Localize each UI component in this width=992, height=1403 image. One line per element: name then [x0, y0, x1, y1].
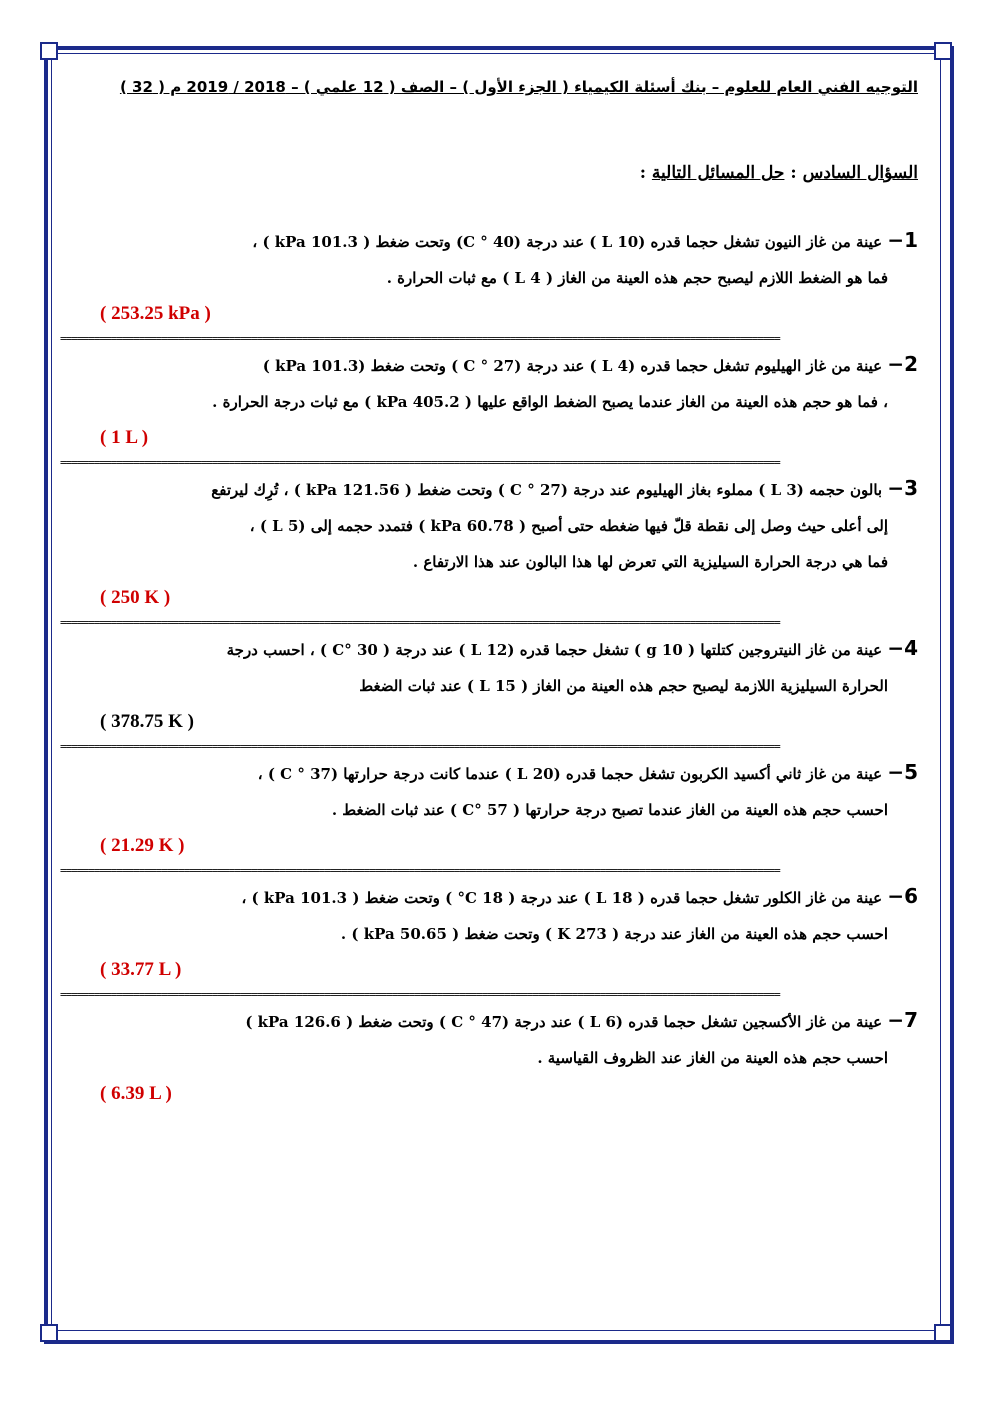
problem-text: إلى أعلى حيث وصل إلى نقطة قلّ فيها ضغطه حتى أصبح ( 60.78 kPa ) فتمدد حجمه إلى (5 L ) ،: [249, 517, 888, 535]
problem-statement: [60, 878, 918, 916]
problem-continuation: [60, 384, 918, 420]
problem-number: 5−: [887, 760, 918, 784]
problem-continuation: [60, 544, 918, 580]
separator-line: ================================================================================================================================: [60, 616, 780, 629]
problem-answer: ( 1 L ): [100, 427, 149, 448]
separator-line: ================================================================================================================================: [60, 740, 780, 753]
problem-text: فما هي درجة الحرارة السيليزية التي تعرض لها هذا البالون عند هذا الارتفاع .: [412, 553, 888, 571]
problem-text: عينة من غاز الهيليوم تشغل حجما قدره (4 L ) عند درجة (27 ° C ) وتحت ضغط (101.3 kPa ): [262, 357, 888, 375]
problem-text: ، فما هو حجم هذه العينة من الغاز عندما يصبح الضغط الواقع عليها ( 405.2 kPa ) مع ثبات درجة الحرارة .: [212, 393, 888, 411]
problem-statement: [60, 630, 918, 668]
problem-list: [60, 222, 918, 1112]
problem-statement: [60, 346, 918, 384]
problem-statement: [60, 1002, 918, 1040]
title-colon: :: [784, 163, 803, 183]
separator-line: ================================================================================================================================: [60, 988, 780, 1001]
question-title: [60, 158, 918, 188]
problem-text: عينة من غاز النيون تشغل حجما قدره (10 L ) عند درجة (40 ° C) وتحت ضغط ( 101.3 kPa ) ،: [252, 233, 888, 251]
problem-item: [60, 1002, 918, 1112]
problem-text: فما هو الضغط اللازم ليصبح حجم هذه العينة من الغاز ( 4 L ) مع ثبات الحرارة .: [386, 269, 888, 287]
page-content: [60, 70, 918, 1112]
problem-continuation: [60, 668, 918, 704]
problem-text: بالون حجمه (3 L ) مملوء بغاز الهيليوم عند درجة (27 ° C ) وتحت ضغط ( 121.56 kPa ) ، تُرِك ليرتفع: [211, 481, 888, 499]
corner-ornament: [40, 42, 58, 60]
corner-ornament: [40, 1324, 58, 1342]
problem-number: 4−: [887, 636, 918, 660]
problem-answer: ( 21.29 K ): [100, 835, 185, 856]
corner-ornament: [934, 42, 952, 60]
problem-continuation: [60, 792, 918, 828]
problem-item: [60, 878, 918, 988]
problem-answer: ( 250 K ): [100, 587, 171, 608]
problem-answer: ( 33.77 L ): [100, 959, 182, 980]
problem-number: 6−: [887, 884, 918, 908]
separator-line: ================================================================================================================================: [60, 456, 780, 469]
problem-text: احسب حجم هذه العينة من الغاز عند الظروف القياسية .: [537, 1049, 888, 1067]
problem-item: [60, 222, 918, 332]
problem-item: [60, 470, 918, 616]
problem-item: [60, 754, 918, 864]
problem-text: احسب حجم هذه العينة من الغاز عند درجة ( 273 K ) وتحت ضغط ( 50.65 kPa ) .: [340, 925, 888, 943]
problem-continuation: [60, 508, 918, 544]
separator-line: ================================================================================================================================: [60, 332, 780, 345]
corner-ornament: [934, 1324, 952, 1342]
problem-statement: [60, 222, 918, 260]
problem-statement: [60, 470, 918, 508]
problem-continuation: [60, 260, 918, 296]
problem-number: 2−: [887, 352, 918, 376]
page-header: التوجيه الفني العام للعلوم – بنك أسئلة الكيمياء ( الجزء الأول ) – الصف ( 12 علمي ) – 2018 / 2019 م ( 32 ): [119, 78, 918, 96]
problem-text: عينة من غاز النيتروجين كتلتها ( 10 g ) تشغل حجما قدره (12 L ) عند درجة ( 30 °C ) ، احسب درجة: [226, 641, 888, 659]
problem-statement: [60, 754, 918, 792]
problem-continuation: [60, 916, 918, 952]
problem-text: احسب حجم هذه العينة من الغاز عندما تصبح درجة حرارتها ( 57 °C ) عند ثبات الضغط .: [331, 801, 888, 819]
problem-answer: ( 378.75 K ): [100, 711, 194, 732]
problem-text: الحرارة السيليزية اللازمة ليصبح حجم هذه العينة من الغاز ( 15 L ) عند ثبات الضغط: [359, 677, 888, 695]
problem-number: 1−: [887, 228, 918, 252]
question-instruction: حل المسائل التالية: [651, 163, 785, 183]
problem-item: [60, 630, 918, 740]
problem-number: 7−: [887, 1008, 918, 1032]
problem-answer: ( 253.25 kPa ): [100, 303, 211, 324]
problem-text: عينة من غاز الكلور تشغل حجما قدره ( 18 L ) عند درجة ( 18 C° ) وتحت ضغط ( 101.3 kPa ) ،: [241, 889, 888, 907]
problem-item: [60, 346, 918, 456]
problem-continuation: [60, 1040, 918, 1076]
problem-text: عينة من غاز الأكسجين تشغل حجما قدره (6 L ) عند درجة (47 ° C ) وتحت ضغط ( 126.6 kPa ): [245, 1013, 888, 1031]
title-end: :: [639, 163, 652, 183]
problem-answer: ( 6.39 L ): [100, 1083, 172, 1104]
question-label: السؤال السادس: [802, 163, 918, 183]
problem-text: عينة من غاز ثاني أكسيد الكربون تشغل حجما قدره (20 L ) عندما كانت درجة حرارتها (37 ° C ) ،: [257, 765, 888, 783]
separator-line: ================================================================================================================================: [60, 864, 780, 877]
problem-number: 3−: [887, 476, 918, 500]
